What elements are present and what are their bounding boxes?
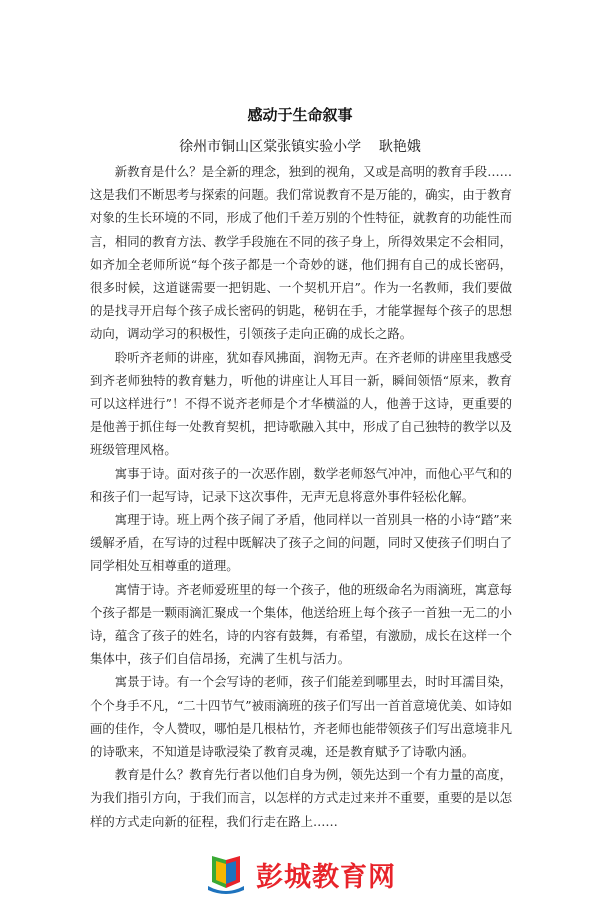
logo-text: 彭城教育网: [256, 861, 396, 893]
paragraph: 新教育是什么？是全新的理念，独到的视角，又或是高明的教育手段……这是我们不断思考与探索的问题。我们常说教育不是万能的，确实，由于教育对象的生长环境的不同，形成了他们千差万别的个性特征，就教育的功能性而言，相同的教育方法、教学手段施在不同的孩子身上，所得效果定不会相同，如齐加全老师所说“每个孩子都是一个奇妙的谜，他们拥有自己的成长密码，很多时候，这道谜需要一把钥匙、一个契机开启”。作为一名教师，我们要做的是找寻开启每个孩子成长密码的钥匙，秘钥在手，才能掌握每个孩子的思想动向，调动学习的积极性，引领孩子走向正确的成长之路。: [90, 164, 512, 342]
author-line: 徐州市铜山区棠张镇实验小学 耿艳娥: [179, 139, 421, 155]
paragraph: 教育是什么？教育先行者以他们自身为例，领先达到一个有力量的高度，为我们指引方向，于我们而言，以怎样的方式走过来并不重要，重要的是以怎样的方式走向新的征程，我们行走在路上……: [90, 767, 512, 829]
article-body: [90, 160, 512, 833]
paragraph: 寓景于诗。有一个会写诗的老师，孩子们能差到哪里去，时时耳濡目染，个个身手不凡，“二十四节气”被雨滴班的孩子们写出一首首意境优美、如诗如画的佳作，令人赞叹，哪怕是几根枯竹，齐老师也能带领孩子们写出意境非凡的诗歌来，不知道是诗歌浸染了教育灵魂，还是教育赋予了诗歌内涵。: [90, 674, 512, 760]
article-title: 感动于生命叙事: [247, 106, 353, 124]
paragraph: 寓理于诗。班上两个孩子闹了矛盾，他同样以一首别具一格的小诗“踏”来缓解矛盾，在写诗的过程中既解决了孩子之间的问题，同时又使孩子们明白了同学相处互相尊重的道理。: [90, 512, 512, 574]
site-logo: [0, 852, 600, 896]
paragraph: 寓情于诗。齐老师爱班里的每一个孩子，他的班级命名为雨滴班，寓意每个孩子都是一颗雨滴汇聚成一个集体，他送给班上每个孩子一首独一无二的小诗，蕴含了孩子的姓名，诗的内容有鼓舞，有希望，有激励，成长在这样一个集体中，孩子们自信昂扬，充满了生机与活力。: [90, 581, 512, 667]
paragraph: 寓事于诗。面对孩子的一次恶作剧，数学老师怒气冲冲，而他心平气和的和孩子们一起写诗，记录下这次事件，无声无息将意外事件轻松化解。: [90, 465, 512, 504]
open-book-icon: [204, 852, 248, 896]
paragraph: 聆听齐老师的讲座，犹如春风拂面，润物无声。在齐老师的讲座里我感受到齐老师独特的教育魅力，听他的讲座让人耳目一新，瞬间领悟“原来，教育可以这样进行”！不得不说齐老师是个才华横溢的人，他善于这诗，更重要的是他善于抓住每一处教育契机，把诗歌融入其中，形成了自己独特的教学以及班级管理风格。: [90, 349, 512, 458]
